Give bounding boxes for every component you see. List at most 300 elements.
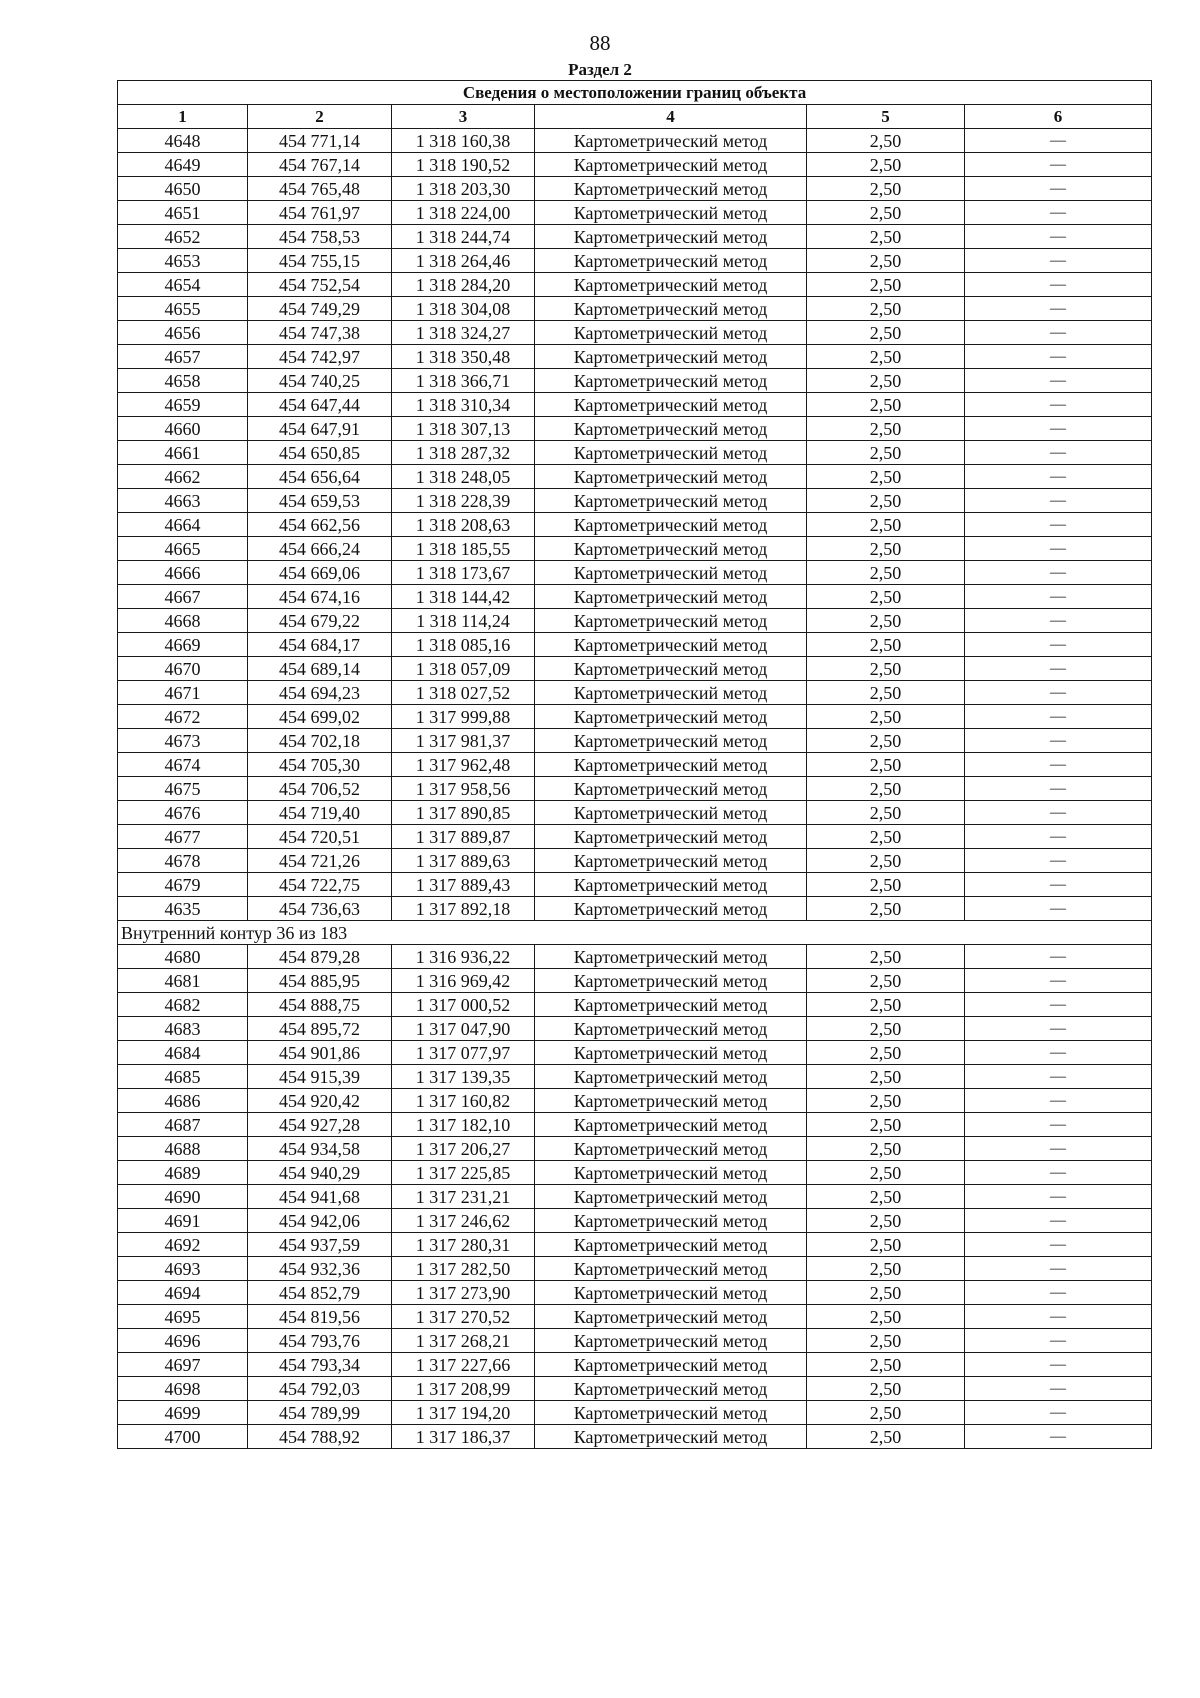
point-number-cell: 4689 [118,1161,248,1185]
point-number-cell: 4698 [118,1377,248,1401]
accuracy-cell: 2,50 [807,729,965,753]
note-cell: — [965,1329,1152,1353]
x-coordinate-cell: 454 722,75 [248,873,392,897]
y-coordinate-cell: 1 318 304,08 [392,297,535,321]
note-cell: — [965,1017,1152,1041]
note-cell: — [965,369,1152,393]
table-row [118,993,1152,1017]
accuracy-cell: 2,50 [807,1161,965,1185]
y-coordinate-cell: 1 318 310,34 [392,393,535,417]
note-cell: — [965,1305,1152,1329]
method-cell: Картометрический метод [535,849,807,873]
method-cell: Картометрический метод [535,1401,807,1425]
note-cell: — [965,465,1152,489]
point-number-cell: 4696 [118,1329,248,1353]
method-cell: Картометрический метод [535,1257,807,1281]
method-cell: Картометрический метод [535,561,807,585]
method-cell: Картометрический метод [535,1281,807,1305]
point-number-cell: 4656 [118,321,248,345]
table-row [118,873,1152,897]
note-cell: — [965,1161,1152,1185]
accuracy-cell: 2,50 [807,1233,965,1257]
x-coordinate-cell: 454 765,48 [248,177,392,201]
table-row [118,465,1152,489]
accuracy-cell: 2,50 [807,393,965,417]
point-number-cell: 4693 [118,1257,248,1281]
contour-header-row [118,921,1152,945]
x-coordinate-cell: 454 920,42 [248,1089,392,1113]
table-row [118,681,1152,705]
table-row [118,633,1152,657]
y-coordinate-cell: 1 318 085,16 [392,633,535,657]
x-coordinate-cell: 454 852,79 [248,1281,392,1305]
table-row [118,273,1152,297]
method-cell: Картометрический метод [535,1209,807,1233]
accuracy-cell: 2,50 [807,1089,965,1113]
point-number-cell: 4668 [118,609,248,633]
y-coordinate-cell: 1 318 144,42 [392,585,535,609]
method-cell: Картометрический метод [535,729,807,753]
accuracy-cell: 2,50 [807,825,965,849]
y-coordinate-cell: 1 318 027,52 [392,681,535,705]
method-cell: Картометрический метод [535,897,807,921]
point-number-cell: 4688 [118,1137,248,1161]
x-coordinate-cell: 454 674,16 [248,585,392,609]
note-cell: — [965,1113,1152,1137]
point-number-cell: 4651 [118,201,248,225]
note-cell: — [965,1089,1152,1113]
accuracy-cell: 2,50 [807,201,965,225]
accuracy-cell: 2,50 [807,1065,965,1089]
accuracy-cell: 2,50 [807,681,965,705]
note-cell: — [965,1281,1152,1305]
x-coordinate-cell: 454 647,44 [248,393,392,417]
note-cell: — [965,513,1152,537]
method-cell: Картометрический метод [535,417,807,441]
accuracy-cell: 2,50 [807,1425,965,1449]
y-coordinate-cell: 1 318 208,63 [392,513,535,537]
column-number-6: 6 [965,105,1152,129]
accuracy-cell: 2,50 [807,369,965,393]
y-coordinate-cell: 1 317 981,37 [392,729,535,753]
accuracy-cell: 2,50 [807,273,965,297]
y-coordinate-cell: 1 318 264,46 [392,249,535,273]
y-coordinate-cell: 1 317 280,31 [392,1233,535,1257]
note-cell: — [965,177,1152,201]
method-cell: Картометрический метод [535,201,807,225]
y-coordinate-cell: 1 318 350,48 [392,345,535,369]
accuracy-cell: 2,50 [807,129,965,153]
accuracy-cell: 2,50 [807,1377,965,1401]
x-coordinate-cell: 454 793,76 [248,1329,392,1353]
note-cell: — [965,945,1152,969]
accuracy-cell: 2,50 [807,1041,965,1065]
method-cell: Картометрический метод [535,537,807,561]
note-cell: — [965,297,1152,321]
table-row [118,1353,1152,1377]
note-cell: — [965,1209,1152,1233]
x-coordinate-cell: 454 669,06 [248,561,392,585]
x-coordinate-cell: 454 915,39 [248,1065,392,1089]
point-number-cell: 4694 [118,1281,248,1305]
x-coordinate-cell: 454 879,28 [248,945,392,969]
accuracy-cell: 2,50 [807,1257,965,1281]
point-number-cell: 4661 [118,441,248,465]
point-number-cell: 4683 [118,1017,248,1041]
note-cell: — [965,273,1152,297]
table-row [118,393,1152,417]
point-number-cell: 4670 [118,657,248,681]
point-number-cell: 4663 [118,489,248,513]
note-cell: — [965,1185,1152,1209]
accuracy-cell: 2,50 [807,1209,965,1233]
y-coordinate-cell: 1 317 077,97 [392,1041,535,1065]
y-coordinate-cell: 1 317 227,66 [392,1353,535,1377]
note-cell: — [965,705,1152,729]
method-cell: Картометрический метод [535,777,807,801]
accuracy-cell: 2,50 [807,1185,965,1209]
table-row [118,345,1152,369]
method-cell: Картометрический метод [535,249,807,273]
note-cell: — [965,585,1152,609]
accuracy-cell: 2,50 [807,1113,965,1137]
method-cell: Картометрический метод [535,1017,807,1041]
method-cell: Картометрический метод [535,225,807,249]
accuracy-cell: 2,50 [807,177,965,201]
x-coordinate-cell: 454 719,40 [248,801,392,825]
method-cell: Картометрический метод [535,681,807,705]
note-cell: — [965,657,1152,681]
method-cell: Картометрический метод [535,1041,807,1065]
note-cell: — [965,1137,1152,1161]
y-coordinate-cell: 1 317 889,87 [392,825,535,849]
x-coordinate-cell: 454 656,64 [248,465,392,489]
table-row [118,1329,1152,1353]
table-row [118,153,1152,177]
point-number-cell: 4658 [118,369,248,393]
point-number-cell: 4700 [118,1425,248,1449]
y-coordinate-cell: 1 318 224,00 [392,201,535,225]
accuracy-cell: 2,50 [807,945,965,969]
y-coordinate-cell: 1 318 114,24 [392,609,535,633]
table-row [118,897,1152,921]
table-row [118,537,1152,561]
accuracy-cell: 2,50 [807,633,965,657]
x-coordinate-cell: 454 895,72 [248,1017,392,1041]
method-cell: Картометрический метод [535,1065,807,1089]
accuracy-cell: 2,50 [807,705,965,729]
point-number-cell: 4657 [118,345,248,369]
note-cell: — [965,729,1152,753]
x-coordinate-cell: 454 927,28 [248,1113,392,1137]
point-number-cell: 4672 [118,705,248,729]
method-cell: Картометрический метод [535,1425,807,1449]
note-cell: — [965,873,1152,897]
point-number-cell: 4697 [118,1353,248,1377]
table-row [118,441,1152,465]
x-coordinate-cell: 454 888,75 [248,993,392,1017]
y-coordinate-cell: 1 317 225,85 [392,1161,535,1185]
note-cell: — [965,201,1152,225]
note-cell: — [965,1257,1152,1281]
y-coordinate-cell: 1 317 962,48 [392,753,535,777]
method-cell: Картометрический метод [535,1137,807,1161]
method-cell: Картометрический метод [535,369,807,393]
y-coordinate-cell: 1 317 282,50 [392,1257,535,1281]
point-number-cell: 4679 [118,873,248,897]
table-row [118,201,1152,225]
table-row [118,1257,1152,1281]
point-number-cell: 4664 [118,513,248,537]
table-row [118,1401,1152,1425]
accuracy-cell: 2,50 [807,585,965,609]
point-number-cell: 4674 [118,753,248,777]
point-number-cell: 4699 [118,1401,248,1425]
accuracy-cell: 2,50 [807,657,965,681]
y-coordinate-cell: 1 317 999,88 [392,705,535,729]
table-row [118,561,1152,585]
x-coordinate-cell: 454 679,22 [248,609,392,633]
y-coordinate-cell: 1 318 228,39 [392,489,535,513]
y-coordinate-cell: 1 317 208,99 [392,1377,535,1401]
y-coordinate-cell: 1 317 000,52 [392,993,535,1017]
method-cell: Картометрический метод [535,585,807,609]
method-cell: Картометрический метод [535,969,807,993]
point-number-cell: 4673 [118,729,248,753]
point-number-cell: 4681 [118,969,248,993]
table-row [118,657,1152,681]
y-coordinate-cell: 1 318 366,71 [392,369,535,393]
table-row [118,1113,1152,1137]
note-cell: — [965,633,1152,657]
method-cell: Картометрический метод [535,1161,807,1185]
point-number-cell: 4676 [118,801,248,825]
point-number-cell: 4648 [118,129,248,153]
table-row [118,1017,1152,1041]
accuracy-cell: 2,50 [807,537,965,561]
note-cell: — [965,537,1152,561]
point-number-cell: 4691 [118,1209,248,1233]
method-cell: Картометрический метод [535,1377,807,1401]
table-caption: Сведения о местоположении границ объекта [118,81,1152,105]
accuracy-cell: 2,50 [807,1353,965,1377]
accuracy-cell: 2,50 [807,969,965,993]
x-coordinate-cell: 454 705,30 [248,753,392,777]
x-coordinate-cell: 454 761,97 [248,201,392,225]
method-cell: Картометрический метод [535,1353,807,1377]
point-number-cell: 4662 [118,465,248,489]
note-cell: — [965,489,1152,513]
y-coordinate-cell: 1 317 958,56 [392,777,535,801]
method-cell: Картометрический метод [535,441,807,465]
accuracy-cell: 2,50 [807,1281,965,1305]
point-number-cell: 4653 [118,249,248,273]
x-coordinate-cell: 454 885,95 [248,969,392,993]
method-cell: Картометрический метод [535,825,807,849]
y-coordinate-cell: 1 318 185,55 [392,537,535,561]
note-cell: — [965,345,1152,369]
y-coordinate-cell: 1 317 268,21 [392,1329,535,1353]
accuracy-cell: 2,50 [807,465,965,489]
x-coordinate-cell: 454 747,38 [248,321,392,345]
y-coordinate-cell: 1 318 324,27 [392,321,535,345]
method-cell: Картометрический метод [535,945,807,969]
accuracy-cell: 2,50 [807,1401,965,1425]
method-cell: Картометрический метод [535,705,807,729]
method-cell: Картометрический метод [535,657,807,681]
accuracy-cell: 2,50 [807,897,965,921]
table-row [118,489,1152,513]
note-cell: — [965,825,1152,849]
x-coordinate-cell: 454 684,17 [248,633,392,657]
accuracy-cell: 2,50 [807,873,965,897]
y-coordinate-cell: 1 317 047,90 [392,1017,535,1041]
accuracy-cell: 2,50 [807,777,965,801]
note-cell: — [965,561,1152,585]
page-number: 88 [589,31,611,55]
y-coordinate-cell: 1 317 231,21 [392,1185,535,1209]
method-cell: Картометрический метод [535,1233,807,1257]
note-cell: — [965,417,1152,441]
x-coordinate-cell: 454 901,86 [248,1041,392,1065]
accuracy-cell: 2,50 [807,561,965,585]
table-row [118,969,1152,993]
table-row [118,249,1152,273]
point-number-cell: 4652 [118,225,248,249]
x-coordinate-cell: 454 819,56 [248,1305,392,1329]
note-cell: — [965,777,1152,801]
table-row [118,129,1152,153]
x-coordinate-cell: 454 793,34 [248,1353,392,1377]
accuracy-cell: 2,50 [807,297,965,321]
x-coordinate-cell: 454 792,03 [248,1377,392,1401]
accuracy-cell: 2,50 [807,1017,965,1041]
method-cell: Картометрический метод [535,153,807,177]
table-row [118,729,1152,753]
contour-label: Внутренний контур 36 из 183 [118,921,1152,945]
accuracy-cell: 2,50 [807,1329,965,1353]
x-coordinate-cell: 454 647,91 [248,417,392,441]
method-cell: Картометрический метод [535,1305,807,1329]
table-row [118,1233,1152,1257]
table-row [118,225,1152,249]
note-cell: — [965,609,1152,633]
note-cell: — [965,1425,1152,1449]
y-coordinate-cell: 1 318 307,13 [392,417,535,441]
y-coordinate-cell: 1 316 936,22 [392,945,535,969]
x-coordinate-cell: 454 758,53 [248,225,392,249]
point-number-cell: 4669 [118,633,248,657]
method-cell: Картометрический метод [535,609,807,633]
x-coordinate-cell: 454 771,14 [248,129,392,153]
method-cell: Картометрический метод [535,465,807,489]
note-cell: — [965,753,1152,777]
y-coordinate-cell: 1 318 173,67 [392,561,535,585]
x-coordinate-cell: 454 740,25 [248,369,392,393]
table-row [118,705,1152,729]
point-number-cell: 4680 [118,945,248,969]
method-cell: Картометрический метод [535,297,807,321]
method-cell: Картометрический метод [535,177,807,201]
accuracy-cell: 2,50 [807,993,965,1017]
note-cell: — [965,321,1152,345]
note-cell: — [965,801,1152,825]
note-cell: — [965,897,1152,921]
table-row [118,801,1152,825]
x-coordinate-cell: 454 941,68 [248,1185,392,1209]
note-cell: — [965,129,1152,153]
y-coordinate-cell: 1 318 287,32 [392,441,535,465]
x-coordinate-cell: 454 767,14 [248,153,392,177]
note-cell: — [965,225,1152,249]
point-number-cell: 4635 [118,897,248,921]
y-coordinate-cell: 1 318 057,09 [392,657,535,681]
point-number-cell: 4682 [118,993,248,1017]
point-number-cell: 4654 [118,273,248,297]
x-coordinate-cell: 454 934,58 [248,1137,392,1161]
x-coordinate-cell: 454 650,85 [248,441,392,465]
point-number-cell: 4685 [118,1065,248,1089]
x-coordinate-cell: 454 699,02 [248,705,392,729]
method-cell: Картометрический метод [535,993,807,1017]
point-number-cell: 4649 [118,153,248,177]
y-coordinate-cell: 1 318 244,74 [392,225,535,249]
method-cell: Картометрический метод [535,273,807,297]
x-coordinate-cell: 454 666,24 [248,537,392,561]
note-cell: — [965,249,1152,273]
method-cell: Картометрический метод [535,1185,807,1209]
y-coordinate-cell: 1 317 273,90 [392,1281,535,1305]
table-row [118,297,1152,321]
x-coordinate-cell: 454 659,53 [248,489,392,513]
point-number-cell: 4660 [118,417,248,441]
accuracy-cell: 2,50 [807,1137,965,1161]
table-row [118,1041,1152,1065]
accuracy-cell: 2,50 [807,153,965,177]
x-coordinate-cell: 454 937,59 [248,1233,392,1257]
y-coordinate-cell: 1 317 889,43 [392,873,535,897]
accuracy-cell: 2,50 [807,249,965,273]
accuracy-cell: 2,50 [807,321,965,345]
method-cell: Картометрический метод [535,393,807,417]
method-cell: Картометрический метод [535,1089,807,1113]
method-cell: Картометрический метод [535,753,807,777]
table-row [118,1089,1152,1113]
table-row [118,513,1152,537]
table-row [118,177,1152,201]
x-coordinate-cell: 454 932,36 [248,1257,392,1281]
y-coordinate-cell: 1 317 206,27 [392,1137,535,1161]
note-cell: — [965,393,1152,417]
x-coordinate-cell: 454 940,29 [248,1161,392,1185]
y-coordinate-cell: 1 317 246,62 [392,1209,535,1233]
method-cell: Картометрический метод [535,1329,807,1353]
y-coordinate-cell: 1 318 190,52 [392,153,535,177]
point-number-cell: 4671 [118,681,248,705]
y-coordinate-cell: 1 317 186,37 [392,1425,535,1449]
table-row [118,417,1152,441]
point-number-cell: 4684 [118,1041,248,1065]
point-number-cell: 4678 [118,849,248,873]
table-row [118,1425,1152,1449]
table-row [118,1185,1152,1209]
point-number-cell: 4690 [118,1185,248,1209]
x-coordinate-cell: 454 694,23 [248,681,392,705]
method-cell: Картометрический метод [535,129,807,153]
y-coordinate-cell: 1 316 969,42 [392,969,535,993]
note-cell: — [965,441,1152,465]
y-coordinate-cell: 1 317 182,10 [392,1113,535,1137]
